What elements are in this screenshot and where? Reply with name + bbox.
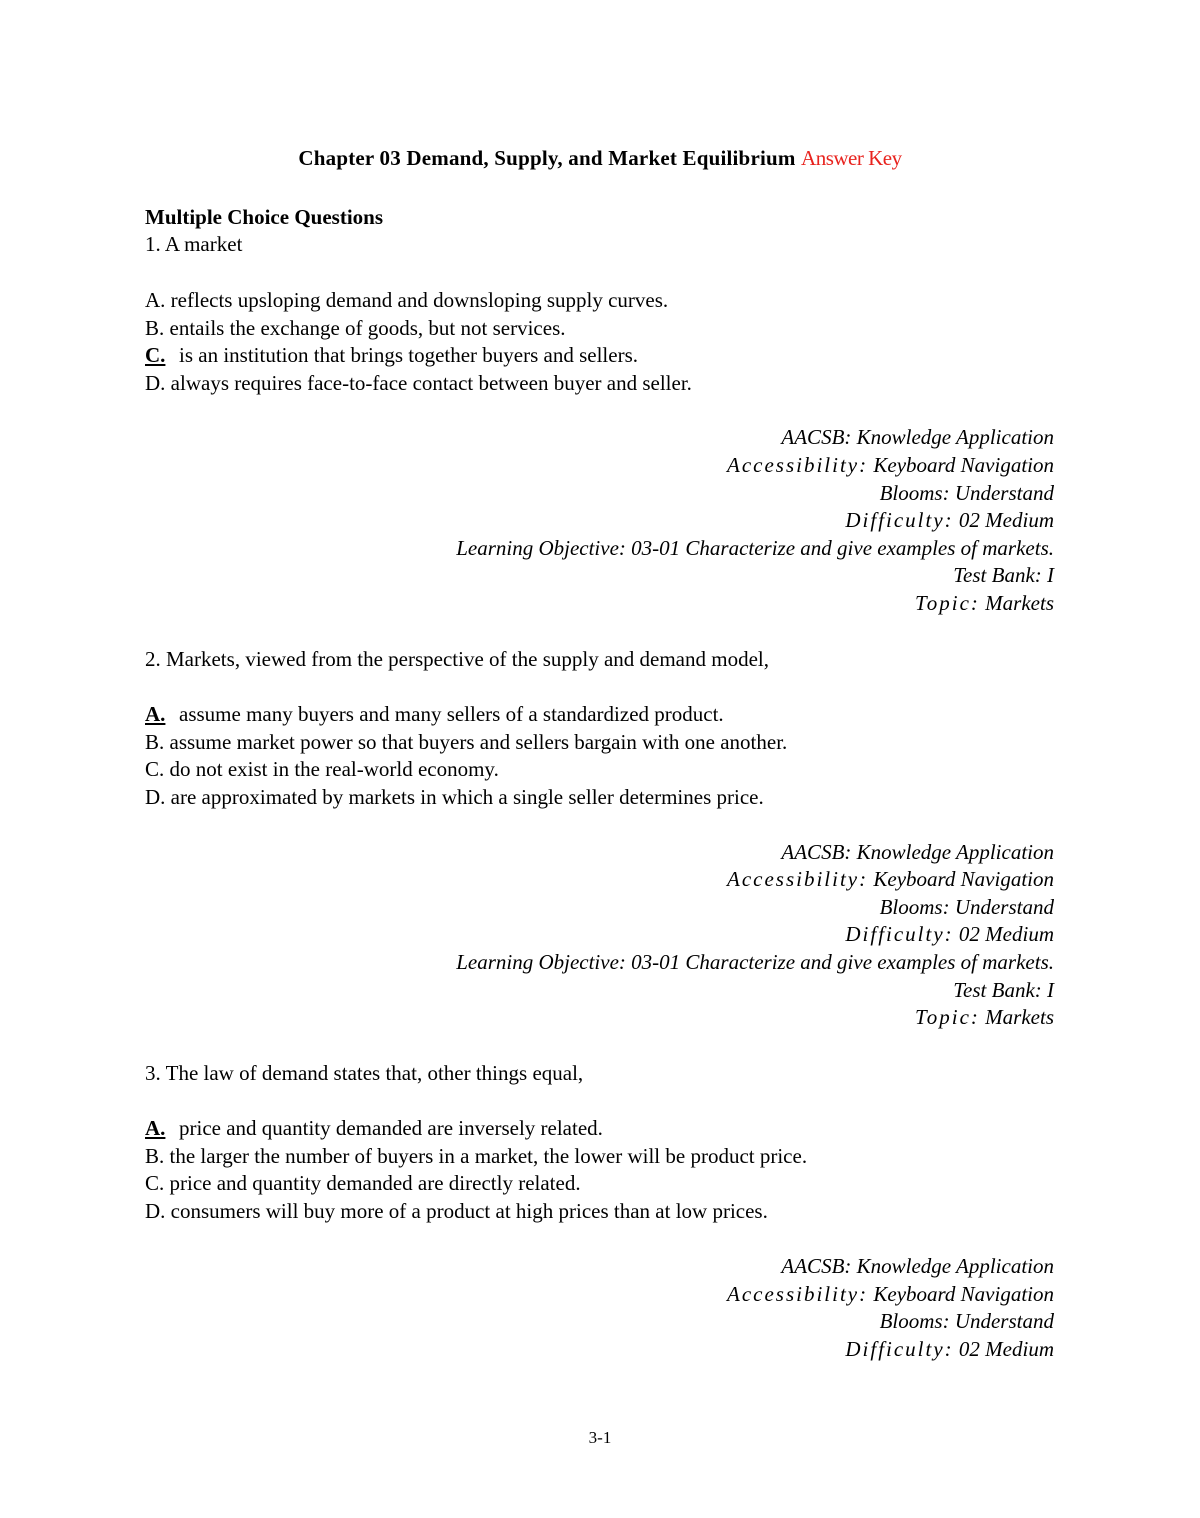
difficulty-value: 02 Medium — [958, 922, 1054, 946]
question-1-learning-objective: Learning Objective: 03-01 Characterize and give examples of markets. — [456, 536, 1054, 560]
option-letter: C. — [145, 1171, 165, 1195]
option-text: price and quantity demanded are directly related. — [169, 1171, 581, 1195]
correct-answer-letter: A. — [145, 702, 166, 726]
question-1-blooms: Blooms: Understand — [879, 481, 1054, 505]
question-2-learning-objective: Learning Objective: 03-01 Characterize and give examples of markets. — [456, 950, 1054, 974]
question-2-blooms: Blooms: Understand — [879, 895, 1054, 919]
difficulty-value: 02 Medium — [958, 1337, 1054, 1361]
question-1-difficulty — [845, 508, 1054, 533]
question-1-topic — [915, 591, 1054, 616]
question-2-option-c — [145, 757, 499, 782]
option-letter: B. — [145, 730, 165, 754]
option-letter: B. — [145, 1144, 165, 1168]
question-2-option-d — [145, 785, 764, 810]
accessibility-label: Accessibility: — [727, 1282, 869, 1306]
option-text: assume market power so that buyers and sellers bargain with one another. — [169, 730, 788, 754]
question-2-topic — [915, 1005, 1054, 1030]
option-text: are approximated by markets in which a single seller determines price. — [170, 785, 764, 809]
question-3-blooms: Blooms: Understand — [879, 1309, 1054, 1333]
question-3-option-a-correct — [145, 1116, 603, 1141]
correct-answer-letter: A. — [145, 1116, 166, 1140]
section-heading: Multiple Choice Questions — [145, 205, 384, 229]
page-number: 3-1 — [588, 1428, 612, 1447]
option-letter: D. — [145, 371, 166, 395]
question-3-option-c — [145, 1171, 581, 1196]
title-main: Chapter 03 Demand, Supply, and Market Equilibrium — [298, 146, 796, 170]
question-2-difficulty — [845, 922, 1054, 947]
topic-label: Topic: — [915, 591, 980, 615]
question-3-stem: 3. The law of demand states that, other things equal, — [145, 1061, 584, 1085]
topic-value: Markets — [985, 1005, 1054, 1029]
accessibility-value: Keyboard Navigation — [873, 453, 1054, 477]
option-letter: B. — [145, 316, 165, 340]
question-1-option-b — [145, 316, 566, 341]
accessibility-value: Keyboard Navigation — [873, 867, 1054, 891]
option-letter: A. — [145, 288, 166, 312]
question-3-aacsb: AACSB: Knowledge Application — [781, 1254, 1054, 1278]
option-text: entails the exchange of goods, but not services. — [169, 316, 566, 340]
difficulty-label: Difficulty: — [845, 508, 954, 532]
option-letter: D. — [145, 785, 166, 809]
question-2-stem: 2. Markets, viewed from the perspective of the supply and demand model, — [145, 647, 769, 671]
accessibility-label: Accessibility: — [727, 453, 869, 477]
question-3-option-d — [145, 1199, 768, 1224]
question-1-option-c-correct — [145, 343, 638, 368]
accessibility-label: Accessibility: — [727, 867, 869, 891]
question-3-difficulty — [845, 1337, 1054, 1362]
question-3-option-b — [145, 1144, 807, 1169]
question-3-accessibility — [727, 1282, 1054, 1307]
option-text: is an institution that brings together buyers and sellers. — [179, 343, 639, 367]
option-letter: D. — [145, 1199, 166, 1223]
question-1-option-a — [145, 288, 668, 313]
question-1-accessibility — [727, 453, 1054, 478]
difficulty-label: Difficulty: — [845, 922, 954, 946]
topic-label: Topic: — [915, 1005, 980, 1029]
option-text: do not exist in the real-world economy. — [169, 757, 499, 781]
option-text: reflects upsloping demand and downsloping supply curves. — [170, 288, 669, 312]
accessibility-value: Keyboard Navigation — [873, 1282, 1054, 1306]
question-1-test-bank: Test Bank: I — [953, 563, 1054, 587]
question-1-aacsb: AACSB: Knowledge Application — [781, 425, 1054, 449]
question-1-stem: 1. A market — [145, 232, 243, 256]
option-text: assume many buyers and many sellers of a standardized product. — [179, 702, 724, 726]
option-text: the larger the number of buyers in a market, the lower will be product price. — [169, 1144, 808, 1168]
option-text: consumers will buy more of a product at high prices than at low prices. — [170, 1199, 768, 1223]
topic-value: Markets — [985, 591, 1054, 615]
option-text: price and quantity demanded are inversely related. — [179, 1116, 603, 1140]
page-title — [0, 146, 1200, 171]
question-2-option-a-correct — [145, 702, 724, 727]
difficulty-value: 02 Medium — [958, 508, 1054, 532]
question-2-aacsb: AACSB: Knowledge Application — [781, 840, 1054, 864]
answer-key-label: Answer Key — [801, 146, 902, 170]
difficulty-label: Difficulty: — [845, 1337, 954, 1361]
question-2-test-bank: Test Bank: I — [953, 978, 1054, 1002]
question-2-accessibility — [727, 867, 1054, 892]
option-text: always requires face-to-face contact between buyer and seller. — [170, 371, 692, 395]
option-letter: C. — [145, 757, 165, 781]
question-1-option-d — [145, 371, 692, 396]
correct-answer-letter: C. — [145, 343, 166, 367]
question-2-option-b — [145, 730, 787, 755]
